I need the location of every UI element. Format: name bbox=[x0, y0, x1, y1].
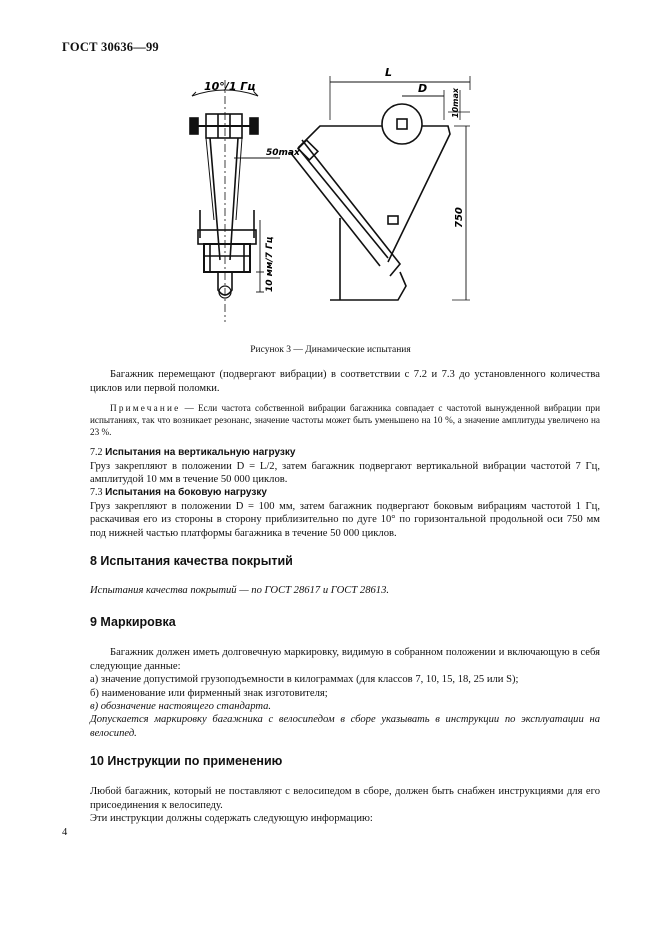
marking-list bbox=[90, 673, 600, 714]
section-9-intro: Багажник должен иметь долговечную маркировку, видимую в собранном положении и включающую в себя следующие данные: bbox=[90, 647, 600, 672]
section-9-allowance: Допускается маркировку багажника с велосипедом в сборе указывать в инструкции по эксплуатации на велосипед. bbox=[90, 714, 600, 739]
page-number: 4 bbox=[62, 827, 68, 838]
section-8-text: Испытания качества покрытий — по ГОСТ 28617 и ГОСТ 28613. bbox=[90, 585, 390, 596]
list-item: в) обозначение настоящего стандарта. bbox=[90, 701, 272, 712]
subsection-7-3-title: Испытания на боковую нагрузку bbox=[105, 487, 267, 498]
list-item: а) значение допустимой грузоподъемности в килограммах (для классов 7, 10, 15, 18, 25 или S); bbox=[90, 674, 519, 685]
figure-dynamic-tests bbox=[170, 60, 510, 340]
section-10-para1: Любой багажник, который не поставляют с велосипедом в сборе, должен быть снабжен инструкциями для его присоединения к велосипеду. bbox=[90, 786, 600, 811]
subsection-7-2-title: Испытания на вертикальную нагрузку bbox=[105, 447, 296, 458]
left-clamp-block bbox=[190, 118, 198, 134]
note bbox=[90, 402, 600, 438]
subsection-7-2-number: 7.2 bbox=[90, 447, 103, 458]
label-10max: 10max bbox=[451, 87, 460, 118]
subsection-7-3 bbox=[90, 486, 600, 540]
load-disk bbox=[382, 104, 422, 144]
label-vibration: 10°/1 Гц bbox=[204, 80, 256, 93]
subsection-7-3-text: Груз закрепляют в положении D = 100 мм, затем багажник подвергают боковым вибрациям частотой 1 Гц, раскачивая его из стороны в сторону приблизительно по дуге 10° по горизонтальной продольной оси 750 мм под нижней частью платформы багажника в течение 50 000 циклов. bbox=[90, 500, 600, 539]
subsection-7-2 bbox=[90, 446, 600, 487]
page-header: ГОСТ 30636—99 bbox=[62, 40, 159, 54]
subsection-7-2-text: Груз закрепляют в положении D = L/2, затем багажник подвергают вертикальной вибрации частотой 7 Гц, амплитудой 10 мм в течение 50 000 циклов. bbox=[90, 460, 600, 485]
section-10-para2: Эти инструкции должны содержать следующую информацию: bbox=[90, 813, 373, 824]
label-D: D bbox=[418, 82, 428, 95]
paragraph-vibration: Багажник перемещают (подвергают вибрации) в соответствии с 7.2 и 7.3 до установленного количества циклов или первой поломки. bbox=[90, 369, 600, 394]
subsection-7-3-number: 7.3 bbox=[90, 487, 103, 498]
label-amplitude: 10 мм/7 Гц bbox=[265, 236, 275, 292]
right-clamp-block bbox=[250, 118, 258, 134]
label-750: 750 bbox=[454, 207, 465, 228]
list-item: б) наименование или фирменный знак изготовителя; bbox=[90, 687, 328, 699]
label-50max: 50max bbox=[266, 148, 300, 158]
base-block bbox=[204, 244, 250, 272]
note-text: — Если частота собственной вибрации багажника совпадает с частотой вынужденной вибрации при испытаниях, так что возникает резонанс, значение частоты может быть уменьшено на 10 %, а значение амплитуды увеличено на 23 %. bbox=[90, 403, 600, 437]
label-L: L bbox=[385, 66, 393, 79]
section-10-title: 10 Инструкции по применению bbox=[90, 754, 283, 768]
section-9-title: 9 Маркировка bbox=[90, 615, 176, 629]
frame-clamp bbox=[198, 230, 256, 244]
section-8-title: 8 Испытания качества покрытий bbox=[90, 554, 293, 568]
note-label: Примечание bbox=[110, 403, 181, 413]
figure-caption: Рисунок 3 — Динамические испытания bbox=[250, 345, 411, 355]
